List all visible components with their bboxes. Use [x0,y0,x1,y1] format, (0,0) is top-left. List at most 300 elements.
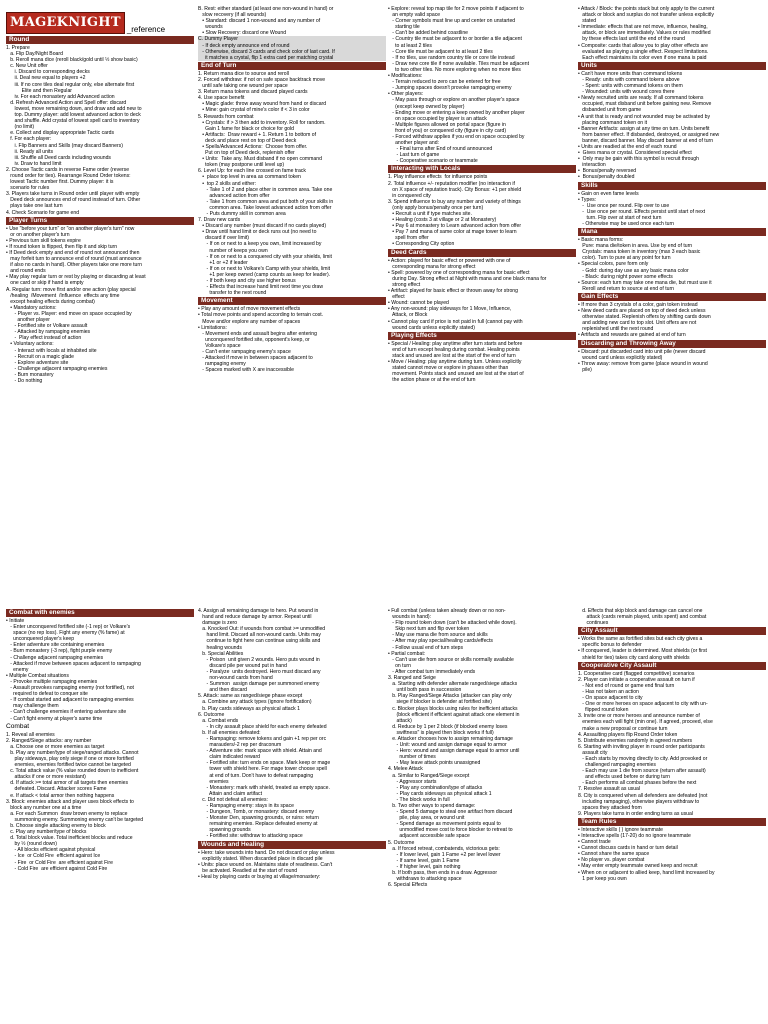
rule-line: attack) [388,717,412,724]
rule-line: A. Regular turn: move first and/or one action (play special [6,286,136,293]
rule-line: b. Play Ranged/Siege Attacks (attacker can play only [388,693,512,700]
rule-line: lowest, move remaining down, and draw and add new to [6,105,142,112]
rule-line: tower with shield here. For mage tower choose spell [198,766,327,773]
rule-line: - Recruit on a magic glade [6,353,74,360]
rule-line: - In city assault place shield for each enemy defeated [198,723,327,730]
rule-line: play sideways, play only siege if one or more fortified [6,755,134,762]
rule-line: - If on or next to Volkare's Camp with your shields, limit [198,265,331,272]
rule-line: summoning enemy. Summoning enemy can't be targeted [6,816,144,823]
rule-line: - Each may use 1 die from source (return after assault) [578,768,706,775]
rule-line: discard if over limit) [198,235,249,242]
rule-line: - Do nothing [6,377,43,384]
rule-line: 4. Assign all remaining damage to hero. Put wound in [198,608,319,614]
rule-line: 3. Return mana tokens and discard played cards [198,89,308,96]
rule-line: - Corner symbols must line up and center on unstarted [388,18,516,25]
rule-line: enemies [198,778,229,785]
rule-line: Volkare's space [198,342,241,349]
rule-line: a. For each Summon draw brown enemy to replace [6,810,128,817]
rule-line: starting tile [388,24,420,31]
rule-line: another player [6,317,50,324]
dummy-player-line: - If deck empty announce end of round [198,43,386,49]
rule-line: • Interactive skills ( ) ignore teammate [578,826,664,833]
rule-line: including rampaging), otherwise players withdraw to [578,798,700,805]
rule-line: claim indicated reward [198,754,260,761]
bottom-column-3 [388,608,576,1022]
top-column-3-body [388,6,576,383]
rule-line: Deed deck announces end of round instead of turn. Other [6,197,141,204]
rule-line: - Challenge adjacent rampaging enemies [6,654,104,661]
rule-line: if also no cards in hand). Other players take one more turn [6,262,142,269]
rule-line: d. Refresh Advanced Action and Spell offer: discard [6,99,127,106]
rule-line: - Country tile must be adjacent to or border a tile adjacent [388,36,522,43]
rule-line: 8. City is conquered when all defenders are defeated (not [578,792,708,799]
rule-line: • Bonus/penalty doubled [578,174,635,181]
rule-line: b. If both pass, then ends in a draw. Aggressor [388,870,498,877]
rule-line: be activated. Readied at the start of round [198,867,298,874]
rule-line: - Dungeon, Tomb, or monastery: discard enemy [198,809,314,816]
rule-line: movement. Points stack and unused are lost at the start of [388,371,524,378]
rule-line: 3. Invite one or more heroes and announce number of [578,713,700,720]
rule-line: until safe taking one wound per space [198,83,288,90]
rule-line: • Voluntary actions: [6,341,54,348]
top-column-1 [6,6,194,506]
rule-line: end of turn except healing during combat. Healing points [388,346,520,353]
rule-line: • Move / Healing: play anytime during turn. Unless explicitly [388,358,522,365]
rule-line: specific bonus to defender [578,642,642,649]
rule-line: another player and: [388,140,439,147]
rule-line: • Total move points and spend according to terrain cost. [198,312,324,319]
rule-line: - Flip round token down (can't be attacked while down). [388,620,517,627]
rule-line: 5. Distribute enemies randomly in agreed numbers [578,737,693,744]
section-header: Deed Cards [388,249,576,257]
rule-line: common area. Take lowest advanced action from offer [198,204,332,211]
rule-line: • Crystals: if > 3 then add to inventory. Roll for random. [198,119,326,126]
rule-line: i. Discard to corresponding decks [6,69,90,76]
rule-line: and effects used before or during turn [578,774,670,781]
rule-line: turn. Flip over at start of next turn [578,214,662,221]
rule-line: - Use once per round. Flip over to use [578,202,670,209]
rule-line: 6. Outcome [198,711,225,718]
rule-line: - Gold: during day use as any basic mana color [578,267,689,274]
rule-line: - Interact with locals at inhabited site [6,347,97,354]
rule-line: • Partial combat: [388,650,426,657]
rule-line: - Cooperative scenario or teammate [388,158,478,165]
rule-line: - Puts dummy skill in common area [198,211,286,217]
rule-line: and round ends [6,268,46,275]
rule-line: Attain and claim artifact [198,790,262,797]
rule-line: banner, discard banner. May discard banner at end of turn [578,137,714,144]
rule-line: adjacent accessible safe space [388,833,470,840]
rule-line: - Attacked if move between spaces adjacent to rampaging [6,660,141,667]
rule-line: - Rampaging enemy: stays in its space [198,803,294,809]
rule-line: - May leave attack points unassigned [388,760,481,767]
section-header: Movement [198,297,386,305]
rule-line: (only apply bonus/penalty once per turn) [388,204,484,211]
rule-line: - Spaces marked with X are inaccessible [198,367,294,374]
rule-line: • Explore: reveal top map tile for 2 move points if adjacent to [388,6,524,12]
rule-line: - If lower level, gain 1 Fame +2 per level lower [388,851,501,858]
rule-line: enemies each will fight (min one). If agreed, proceed, else [578,719,713,726]
section-header: Round [6,36,194,44]
rule-line: - Draw new core tile if none available. Tiles must be adjacent [388,60,529,67]
rule-line: Skip next turn and flip over token [388,626,470,633]
rule-line: • Play any amount of move movement effects [198,306,301,313]
rule-line: i. Flip Banners and Skills (may discard Banners) [6,142,123,149]
rule-line: • Cannot trade [578,839,611,846]
rule-line: c. Total attack value (% value rounded down to inefficient [6,768,139,775]
rule-line: (no limit) [6,124,35,131]
rule-line: • Hero: take wounds into hand. Do not discard or play unless [198,849,335,856]
rule-line: • Gain on even fame levels [578,190,639,197]
rule-line: a. Combine any attack types (ignore fortification) [198,699,312,706]
dummy-player-line: C. Dummy Player [198,36,386,42]
rule-line: to at least 2 tiles [388,42,432,49]
rule-line: • top 2 skills and either: [198,180,257,187]
rule-line: - Hero: wound and assign damage equal to armor until [388,748,520,755]
rule-line: attack or block and surplus do not transfer unless explicitly [578,12,714,19]
rule-line: and adding new card to top slot. Unit offers are not [578,320,697,327]
rule-line: Crystals: mana token in inventory (max 3 each basic [578,249,701,256]
rule-line: Reroll and return to source at end of turn [578,285,674,292]
section-header: Team Rules [578,818,766,826]
rule-line: assault city [578,749,608,756]
rule-line: otherwise stated. Replenish offers by shifting cards down [578,314,711,321]
rule-line: wound cards unless explicitly stated) [388,324,475,331]
rule-line: - Fortified site: withdraw to attacking space [198,833,303,840]
rule-line: 2. Total influence +/- reputation modifier (no interaction if [388,180,515,187]
rule-line: • Artifacts: Draw reward + 1. Return 1 to bottom of [198,131,316,138]
rule-line: 3. Spend influence to buy any number and variety of things [388,198,521,205]
rule-line: • Mandatory actions: [6,304,57,311]
rule-line: in conquered city [388,192,431,199]
rule-line: • May enter empty teammate owned keep and recruit [578,863,698,870]
rule-line: • Artifacts and rewards are gained at end of turn [578,332,686,339]
section-header: Gain Effects [578,293,766,301]
rule-line: 2. Choose Tactic cards in reverse Fame order (reverse [6,166,130,173]
rule-line: b. Special Abilities [198,650,244,657]
rule-line: Attack, or Block [388,312,428,319]
rule-line: wounds [198,24,223,31]
rule-line: 6. Special Effects [388,882,428,889]
bottom-column-1 [6,608,194,1022]
rule-line: stack and unused are lost at the start of the end of turn [388,352,516,359]
rule-line: 1. Return mana dice to source and reroll [198,70,289,77]
rule-line: damage is zero [198,620,238,627]
rule-line: shield for ties) takes city card along with shields [578,654,690,661]
rule-line: - Fire or Cold Fire are efficient against Fire [6,859,113,866]
rule-line: - Each performs all combat phases before the next [578,780,697,787]
rule-line: Put on top of Deed deck, replenish offer [198,150,295,157]
rule-line: front of you) or conquered city (figure in city card) [388,127,507,134]
rule-line: occupied, must disband unit before gaining new. Remove [578,101,712,108]
rule-line: - Enter unconquered fortified site (-1 rep) or Volkare's [6,624,131,631]
rule-line: - Aggressor starts [388,778,437,785]
top-column-3 [388,6,576,506]
rule-line: - Spend 5 damage to steal one artifact from discard [388,809,513,816]
rule-line: plays take one last turn [6,203,63,210]
rule-line: • Types: [578,196,597,203]
rule-line: • Banner Artifacts: assign at any time on turn. Units benefit [578,125,710,132]
rule-line: • A unit that is ready and not wounded may be activated by [578,113,711,120]
section-header: Mana [578,228,766,236]
rule-line: - Burn monastery [6,371,54,378]
section-header: Player Turns [6,217,194,225]
rule-line: attack, or block are immediately. Values or rules modified [578,30,711,37]
rule-line: Each effect maintains its color even if one mana is paid [578,54,707,61]
rule-line: - Movement ends and assault begins after entering [198,330,317,337]
rule-line: 3. Block: enemies attack and player uses block effects to [6,798,134,805]
rule-line: a. If forced retreat, combatends, victorious gets: [388,845,500,852]
rule-line: - The block works in full [388,796,450,803]
rule-line: rampaging enemy [198,361,246,368]
rule-line: or on another player's turn [6,231,70,238]
rule-line: - Black: during night power some effects [578,273,673,280]
rule-line: Elite and then Regular [6,87,72,94]
rule-line: • If Deed deck empty and end of round not announced then [6,250,140,256]
rule-line: - Assault provokes rampaging enemy (not fortified), not [6,685,134,692]
rule-line: - After combat turn immediately ends [388,668,476,675]
section-header: Playing Effects [388,332,576,340]
rule-line: - Poison unit given 2 wounds. Hero puts wound in [198,656,320,663]
rule-line: - Challenge adjacent rampaging enemies [6,365,108,372]
rule-line: • Units: Take any. Must disband if no open command [198,156,322,163]
rule-line: healing wounds [198,644,242,651]
rule-line: b. Play cards sideways as physical attack 1 [198,705,300,712]
section-header: Cooperative City Assault [578,662,766,670]
rule-line: • Newly recruited units are ready. If all command tokens [578,95,704,102]
rule-line: may forfeit turn to announce end of round (must announce [6,256,142,263]
rule-line: - Can't be added behind coastline [388,30,468,37]
rule-line: - If on or next to a keep you own, limit increased by [198,241,322,248]
section-header: Wounds and Healing [198,841,386,849]
rule-line: transfer to the next round [198,290,267,297]
rule-line: • May play regular turn or rest by playing or discarding at least [6,274,146,281]
rule-line: e. Attacker chooses how to assign remaining damage [388,735,513,742]
rule-line: - Can't fight enemy at player's same time [6,715,103,722]
rule-line: swiftness" is played then block works if full) [388,729,494,736]
rule-line: 7. Resolve assault as usual [578,786,641,793]
rule-line: • Discard any number (must discard if no cards played) [198,223,327,230]
rule-line: 5. Rewards from combat [198,113,254,120]
rule-line: hand and reduce damage by armor. Repeat until [198,614,312,621]
rule-line: - Effects that increase hand limit next time you draw [198,284,324,291]
rule-line: flipped round token [578,707,629,714]
bottom-column-3-body [388,608,576,888]
rule-line: disbanded unit from game [578,107,642,114]
reference-sheet-bottom [0,512,768,1024]
rule-line: • No player vs. player combat [578,857,645,864]
rule-line: • Modifications: [388,73,423,80]
rule-line: • If conquered, leader is determined. Most shields (or first [578,648,707,655]
rule-line: - Follow usual end of turn steps [388,644,464,651]
rule-line: a. Similar to Ranged/Siege except [388,772,470,779]
rule-line: make a new proposal or continue turn [578,725,668,732]
rule-line: placing command token on it [578,119,648,126]
rule-line: number of keeps you own [198,247,268,254]
rule-line: • Spells/Advanced Actions: Choose from offer. [198,143,308,150]
rule-line: - Unit: wound and assign damage equal to armor [388,742,507,749]
rule-line: d. Total block value. Total inefficient blocks and reduce [6,835,133,842]
rule-line: scenario for rules [6,185,50,192]
rule-line: 5. Attack: same as ranged/siege phase except [198,693,303,700]
rule-line: Move and/or explore any number of spaces [198,318,301,325]
rule-line: - On space adjacent to city [578,695,643,702]
rule-line: • Artifact: played for basic effect or thrown away for strong [388,288,518,295]
top-column-2-body [198,6,386,373]
rule-line: a. Knocked Out: if wounds from combat >= unmodified [198,626,326,633]
rule-line: enemy [6,666,29,673]
rule-line: explicitly stated. When discarded place in discard pile [198,855,323,862]
rule-line: • Source: each turn may take one mana die, but must use it [578,279,712,286]
rule-line: c. Blocker plays blocks using rules for inefficient attacks [388,705,518,712]
top-column-1-body [6,36,194,384]
rule-line: from banner effect. If disbanded, destroyed, or assigned new [578,131,720,138]
rule-line: Pure: mana die/token in area. Use by end of turn [578,243,693,250]
rule-line: 4. Melee Attack [388,766,423,773]
rule-line: b. Choose single attacking enemy to block [6,823,106,829]
rule-line: • Other players: [388,91,424,98]
rule-line: - One or more heroes on space adjacent to city with un- [578,701,708,708]
bottom-column-4 [578,608,766,1022]
dummy-player-line: it matches a crystal, flip 1 extra card per matching crystal [198,55,386,61]
rule-line: 3. Players take turns in Round order until player with empty [6,191,140,198]
rule-line: - Player vs. Player: end move on space occupied by [6,310,132,317]
rule-line: • Heal by playing cards or buying at village/monastery: [198,873,321,880]
rule-line: during Day. Strong effect at Night with mana and one black mana for [388,275,547,282]
rule-line: a. Combat ends [198,717,239,724]
rule-line: • Full combat (unless taken already down or no non- [388,608,506,614]
rule-line: at end of turn. Don't have to defeat rampaging [198,772,314,779]
rule-line: • Composite: cards that allow you to play other effects are [578,42,708,49]
rule-line: - Can't challenge enemies if entering adventure site [6,709,127,716]
rule-line: - May use mana die from source and skills [388,632,488,639]
rule-line: siege if blocker is defender at fortified site) [388,699,492,706]
rule-line: • Previous turn skill tokens expire [6,237,81,244]
rule-line: - Can't use die from source or skills normally available [388,656,514,663]
rule-line: • Works the same as fortified sites but each city gives a [578,636,703,643]
section-header: Combat with enemies [6,609,194,617]
rule-line: - Paralyze units destroyed. Hero must discard any [198,668,321,675]
rule-line: attack (cards remain played, units spent) and combat [578,614,707,621]
rule-line: slow recovery (if all wounds) [198,12,267,19]
rule-line: and shuffle. Add crystal of lowest spell card to inventory [6,118,140,125]
rule-line: 6. Starting with inviting player in round order participants [578,743,705,750]
rule-line: stated [578,18,597,25]
rule-line: - Terrain reduced to zero can be entered for free [388,79,501,86]
rule-line: - Monastery: mark with shield, treated as empty space. [198,784,330,791]
rule-line: • Draw until hand limit or deck runs out (no need to [198,229,317,236]
rule-line: • Use "before your turn" or "on another player's turn" now [6,225,135,232]
rule-line: - Spent: units with command tokens on them [578,83,683,90]
rule-line: to two other tiles. No more exploring when no more tiles [388,66,521,73]
rule-line: continues [578,620,609,627]
rule-line: - If same level, gain 1 Fame [388,857,460,864]
rule-line: - Monster Den, spawning grounds, or ruins: return [198,815,319,822]
top-column-2 [198,6,386,506]
rule-line: - Not end of round or game end final turn [578,682,675,689]
rule-line: - May pass through or explore on another player's space [388,97,520,104]
rule-line: - Jumping spaces doesn't provoke rampaging enemy [388,85,512,92]
rule-line: b. If all enemies defeated: [198,729,261,736]
rule-line: one card or skip if hand is empty [6,280,84,287]
rule-line: • Initiate [6,618,25,624]
rule-line: 1. Play influence effects for influence points [388,174,488,181]
section-header: Skills [578,182,766,190]
rule-line: +1 or +2 if leader [198,259,248,266]
rule-line: iv. For each monastery add Advanced action [6,93,115,100]
rule-line: pile) [578,366,592,373]
rule-line: • Special / Healing: play anytime after turn starts and before [388,340,523,347]
rule-line: defeated. Discard. Attacker scores Fame [6,786,107,793]
rule-line: by ½ (round down) [6,841,57,848]
rule-line: - Use once per round. Effects persist until start of next [578,208,706,215]
rule-line: • Wound: cannot be played [388,300,449,307]
logo-subtitle: _reference [126,25,166,34]
rule-line: • place top level in area as command token [198,174,301,181]
rule-line: advanced action from offer [198,192,270,199]
rule-line: on X space of reputation track). City Bonus: +1 per shield [388,186,522,193]
rule-line: corresponding mana for strong effect [388,263,476,270]
rule-line: • Multiple Combat situations [6,672,69,679]
rule-line: - Has not taken an action [578,688,639,695]
rule-line: • Attack / Block: the points stack but only apply to the current [578,6,715,12]
rule-line: • Limitations: [198,324,227,331]
bottom-column-4-body [578,608,766,882]
rule-line: remaining enemies. Replace defeated enemy at [198,821,318,828]
rule-line: • Healing (costs 3 at village or 2 at Monastery) [388,217,497,224]
rule-line: • Cannot share the same space [578,851,650,858]
rule-line: strong effect [388,281,421,288]
rule-line: deck and place rest on top of Deed deck [198,137,297,144]
rule-line: unconquered player's keep [6,636,75,643]
rule-line: - Core tile must be adjacent to at least 2 tiles [388,48,493,55]
rule-line: lowest Tactic number first. Dummy player: it is [6,179,114,186]
rule-line: top. Dummy player: add lowest advanced action to deck [6,112,141,119]
rule-line: f. For each player: [6,136,52,143]
rule-line: • If round token is flipped, then flip it and skip turn [6,243,118,250]
rule-line: c. Did not defeat all enemies: [198,796,268,803]
rule-line: - Rampaging: remove tokens and gain +1 rep per orc [198,735,327,742]
rule-line: - If no tiles, use random country tile or core tile instead [388,54,515,61]
rule-line: • When on or adjacent to allied keep, hand limit increased by [578,869,715,876]
rule-line: 7. Draw new cards [198,217,241,224]
rule-line: - Can't enter rampaging enemy's space [198,348,291,355]
bottom-column-2 [198,608,386,1022]
rule-line: - Cold Fire are efficient against Cold Fire [6,865,108,872]
rule-line: - Forced withdraw applies if you end on space occupied by [388,133,525,140]
rule-line: • Basic mana forms: [578,237,624,244]
rule-line: - Burn monastery (-3 rep), fight purple enemy [6,648,113,655]
rule-line: • Units: place wound on. Maintains state of readiness. Can't [198,861,333,868]
rule-line: - Play effect instead of action [6,335,82,342]
rule-line: d. If attack >= total armor of all targets then enemies [6,780,129,787]
rule-line: • Only may be gain with this symbol is recruit through [578,156,699,163]
rule-line: • Pay 6 at monastery to Learn advanced action from offer [388,223,522,230]
rule-line: evaluated as playing a single effect. Respect limitations. [578,48,709,55]
rule-line: - Enter adventure site containing enemies [6,642,105,649]
rule-line: except healing effects during combat) [6,298,95,305]
rule-line: • Special colors, pure form only [578,261,649,268]
rule-line: • Spell: powered by one of corresponding mana for basic effect [388,269,530,276]
rule-line: - Play cards sideways as physical attack 1 [388,790,492,797]
rule-line: b. Play any number/type of siege/ranged attacks. Cannot [6,749,139,756]
rule-line: • Cannot play card if price is not paid in full (cannot pay with [388,318,523,325]
rule-line: non-wound cards from hand [198,675,273,682]
rule-line: • Any non-wound: play sideways for 1 Move, Influence, [388,306,512,313]
rule-line: • Gives mana or crystal. Considered special effect [578,150,692,157]
rule-line: d. Effects that skip block and damage can cancel one [578,608,703,614]
rule-line: on turn [388,662,411,669]
